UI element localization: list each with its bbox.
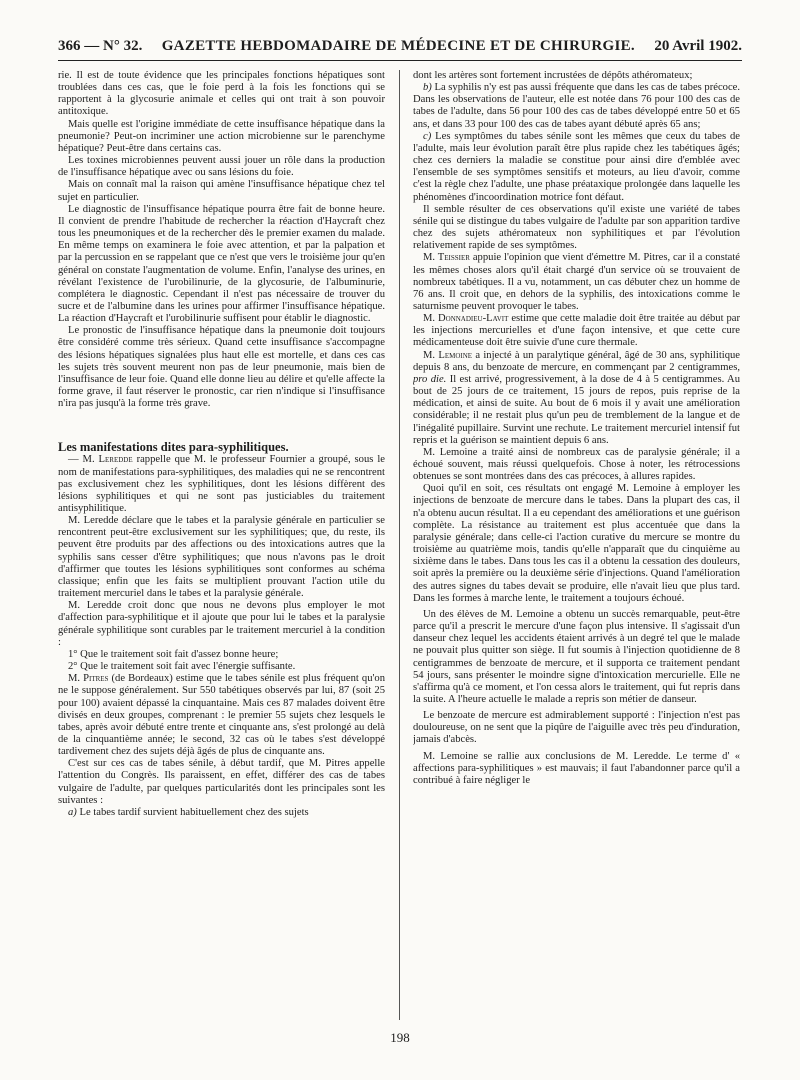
speaker-name: M. Donnadieu-Lavit bbox=[423, 313, 509, 325]
paragraph-text: rappelle que M. le professeur Fournier a groupé, sous le nom de manifestations para-syphilitiques, des maladies qui ne se rencontrent pas exclusivement chez les syphilitiques, dont les lésions diffèrent des lésions syphilitiques et qui ne sont pas justiciables du traitement antisyphilitique. bbox=[58, 454, 385, 514]
item-label: c) bbox=[423, 130, 432, 142]
paragraph: M. Leredde déclare que le tabes et la paralysie générale en particulier se rencontrent peut-être exclusivement sur les syphilitiques; que, du reste, ils peuvent être produits par des affections ou des intoxications autres que la syphilis sans cesser d'être syphilitiques; que nous n'avons pas le droit d'affirmer que toutes les lésions syphilitiques sont conformes au schéma classique; enfin que les faits se multiplient prouvant l'action utile du traitement mercuriel dans le tabes et la paralysie générale. bbox=[58, 515, 385, 600]
paragraph: C'est sur ces cas de tabes sénile, à début tardif, que M. Pitres appelle l'attention du Congrès. Ils paraissent, en effet, différer des cas de tabes vulgaire de l'adulte, par quelques particularités dont les principales sont les suivantes : bbox=[58, 758, 385, 806]
paragraph bbox=[413, 313, 740, 349]
running-header bbox=[58, 38, 742, 61]
paragraph bbox=[58, 673, 385, 758]
speaker-name: M. Teissier bbox=[423, 252, 470, 264]
paragraph: Les toxines microbiennes peuvent aussi jouer un rôle dans la production de l'insuffisance hépatique avec ou sans lésions du foie. bbox=[58, 155, 385, 179]
paragraph-text: estime que cette maladie doit être traitée au début par les injections mercurielles et d'une façon intensive, et que cette cure médicamenteuse doit être suivie d'une cure thermale. bbox=[413, 313, 740, 349]
list-item: 1° Que le traitement soit fait d'assez bonne heure; bbox=[68, 648, 279, 660]
item-label: a) bbox=[68, 806, 77, 818]
right-column bbox=[413, 70, 740, 1020]
paragraph: M. Lemoine a traité ainsi de nombreux cas de paralysie générale; il a échoué souvent, mais réussi quelquefois. Chose à noter, les rétrocessions obtenues se sont montrées dans des cas précoces, à allures rapides. bbox=[413, 446, 740, 483]
paragraph: Mais quelle est l'origine immédiate de cette insuffisance hépatique dans la pneumonie? Peut-on incriminer une action microbienne sur le parenchyme hépatique? Peut-être dans certains cas. bbox=[58, 118, 385, 154]
section-title: Les manifestations dites para-syphilitiques. bbox=[58, 440, 289, 455]
list-item bbox=[413, 131, 740, 204]
paragraph-text: appuie l'opinion que vient d'émettre M. Pitres, car il a constaté les mêmes choses alors qu'il était chargé d'un service où se trouvaient de nombreux tabétiques. Il a vu, notamment, un cas débuter chez un homme de 76 ans. Il croit que, en dehors de la syphilis, des intoxications comme le saturnisme peuvent provoquer le tabes. bbox=[413, 252, 740, 312]
speaker-name: M. Pitres bbox=[68, 673, 109, 685]
latin-phrase: pro die. bbox=[413, 373, 447, 385]
paragraph bbox=[413, 252, 740, 313]
paragraph-text: Les symptômes du tabes sénile sont les mêmes que ceux du tabes de l'adulte, mais leur évolution paraît être plus rapide chez les tabétiques âgés; chez ces derniers la maladie se constitue pour ainsi dire d'emblée avec l'ensemble de ses symptômes sensitifs et moteurs, au lieu d'avoir, comme c'est la règle chez l'adulte, une phase préataxique prolongée dans laquelle les phénomènes d'incoordination motrice font défaut. bbox=[413, 130, 740, 203]
speaker-name: M. Leredde bbox=[82, 454, 133, 466]
section-gap bbox=[58, 410, 385, 440]
issue-date: 20 Avril 1902. bbox=[654, 38, 742, 54]
list-item bbox=[413, 82, 740, 131]
paragraph: Le pronostic de l'insuffisance hépatique dans la pneumonie doit toujours être considéré comme très sérieux. Quand cette insuffisance s'accompagne des lésions hépatiques signalées plus haut elle est mortelle, et dans ces cas les sujets très souvent meurent non pas de leur pneumonie, mais bien de l'insuffisance de leur foie. Quand elle donne lieu au délire et qu'elle affecte la forme grave, il faut réserver le pronostic, car rien n'indique si l'insuffisance n'ira pas jusqu'à la forme très grave. bbox=[58, 325, 385, 410]
paragraph: M. Lemoine se rallie aux conclusions de M. Leredde. Le terme d' « affections para-syphilitiques » est mauvais; il faut l'abandonner parce qu'il a contribué à faire négliger le bbox=[413, 750, 740, 786]
paragraph: Il semble résulter de ces observations qu'il existe une variété de tabes sénile qui se distingue du tabes vulgaire de l'adulte par son apparition tardive chez des sujets athéromateux non syphilitiques et par l'évolution relativement rapide de ses symptômes. bbox=[413, 203, 740, 252]
paragraph-text: Le tabes tardif survient habituellement chez des sujets bbox=[79, 806, 309, 818]
paragraph: Quoi qu'il en soit, ces résultats ont engagé M. Lemoine à employer les injections de benzoate de mercure dans le tabes. Dans la plupart des cas, il n'a obtenu aucun résultat. Il a eu cependant des améliorations et une guérison complète. La résistance au traitement est plus accentuée que dans la paralysie générale; dans celle-ci l'action curative du mercure se montre du troisième au quatrième mois, tandis qu'elle n'apparaît que du cinquième au sixième dans le tabes. Dans tous les cas il a obtenu la cessation des douleurs, soit après la première ou la deuxième série d'injections. Quand l'amélioration des autres signes du tabes devait se produire, elle n'avait lieu que plus tard. Dans les formes à marche lente, le traitement a toujours échoué. bbox=[413, 483, 740, 604]
paragraph: Mais on connaît mal la raison qui amène l'insuffisance hépatique chez tel sujet en particulier. bbox=[58, 179, 385, 203]
paragraph bbox=[413, 350, 740, 447]
left-column bbox=[58, 70, 385, 1020]
paragraph: M. Leredde croit donc que nous ne devons plus employer le mot d'affection para-syphilitique et il ajoute que pour lui le tabes et la paralysie générale syphilitique sont curables par le traitement mercuriel à la condition : bbox=[58, 600, 385, 648]
paragraph: Un des élèves de M. Lemoine a obtenu un succès remarquable, peut-être parce qu'il a prescrit le mercure d'une façon plus intensive. Il s'agissait d'un danseur chez lequel les accidents étaient arrivés à un degré tel que le malade ne pouvait plus quitter son siège. Il fut soumis à l'injection quotidienne de 8 centigrammes de benzoate de mercure, et il supporta ce traitement pendant 54 jours, sans présenter le moindre signe d'intoxication mercurielle. Elle ne s'affirma qu'à ce moment, et l'on cessa alors le traitement, qui fut repris dans la suite. A l'heure actuelle le malade a repris son métier de danseur. bbox=[413, 608, 740, 705]
list-item bbox=[58, 807, 385, 819]
item-label: b) bbox=[423, 82, 432, 94]
page-number: 366 — N° 32. bbox=[58, 38, 143, 54]
folio-number: 198 bbox=[390, 1030, 410, 1045]
paragraph: Le diagnostic de l'insuffisance hépatique pourra être fait de bonne heure. Il convient de prendre l'habitude de rechercher la réaction d'Haycraft chez tous les pneumoniques et de la rechercher dès le premier examen du malade. En même temps on examinera le foie avec attention, et par la palpation et par la percussion en se rappelant que ce n'est que vers le troisième jour qu'en général on constate l'augmentation de volume. Enfin, l'analyse des urines, en révélant l'existence de l'urobilinurie, de la glycosurie, de l'albuminurie, complétera le diagnostic. Cependant il n'est pas nécessaire de trouver du sucre et de l'albumine dans les urines pour affirmer l'insuffisance hépatique. La réaction d'Haycraft et l'urobilinurie suffisent pour établir le diagnostic. bbox=[58, 203, 385, 325]
paragraph: rie. Il est de toute évidence que les principales fonctions hépatiques sont troublées dans ces cas, que le foie perd à la fois les fonctions qui se rapportent à la glycosurie animale et celles qui ont trait à son pouvoir antitoxique. bbox=[58, 70, 385, 118]
list-item: 2° Que le traitement soit fait avec l'énergie suffisante. bbox=[68, 661, 296, 673]
speaker-name: M. Lemoine bbox=[423, 349, 473, 361]
paragraph: Le benzoate de mercure est admirablement supporté : l'injection n'est pas douloureuse, on ne sent que la piqûre de l'aiguille avec très peu d'induration, jamais d'abcès. bbox=[413, 710, 740, 746]
paragraph-text: (de Bordeaux) estime que le tabes sénile est plus fréquent qu'on ne le suppose généralement. Sur 550 tabétiques observés par lui, 87 (soit 25 pour 100) avaient dépassé la cinquantaine. Mais ces 87 malades doivent être divisés en deux groupes, comprenant : le premier 55 sujets chez lesquels le tabes, après avoir débuté entre trente et cinquante ans, s'est prolongé au delà de la cinquantième année; le second, 32 cas où le tabes s'est développé tardivement chez des sujets déjà âgés de plus de cinquante ans. bbox=[58, 673, 385, 758]
paragraph-text: La syphilis n'y est pas aussi fréquente que dans les cas de tabes précoce. Dans les observations de l'auteur, elle est notée dans 76 pour 100 des cas de tabes de l'adulte, dans 56 pour 100 des cas de tabes développé entre 50 et 65 ans, et dans 33 pour 100 des cas de tabes ayant débuté après 65 ans; bbox=[413, 82, 740, 130]
paragraph-text: Il est arrivé, progressivement, à la dose de 4 à 5 centigrammes. Au bout de 25 jours de ce traitement, 15 jours de repos, puis reprise de la médication, et ainsi de suite. Au bout de 6 mois il y avait une amélioration considérable; il ne restait plus qu'un peu de tremblement de la langue et de l'inégalité pupillaire. Survint une rechute. Le traitement mercuriel intensif fut repris et la guérison se maintient depuis 6 ans. bbox=[413, 373, 740, 446]
paragraph: — M. Leredde rappelle que M. le professeur Fournier a groupé, sous le nom de manifestations para-syphilitiques, des maladies qui ne se rencontrent pas exclusivement chez les syphilitiques, dont les lésions diffèrent des lésions syphilitiques et qui ne sont pas justiciables du traitement antisyphilitique. bbox=[58, 454, 385, 514]
paragraph-text: a injecté à un paralytique général, âgé de 30 ans, syphilitique depuis 8 ans, du benzoate de mercure, en commençant par 2 centigrammes, bbox=[413, 349, 740, 373]
journal-title: GAZETTE HEBDOMADAIRE DE MÉDECINE ET DE CHIRURGIE. bbox=[161, 38, 635, 54]
paragraph: dont les artères sont fortement incrustées de dépôts athéromateux; bbox=[413, 70, 693, 81]
text-columns bbox=[58, 70, 740, 1020]
